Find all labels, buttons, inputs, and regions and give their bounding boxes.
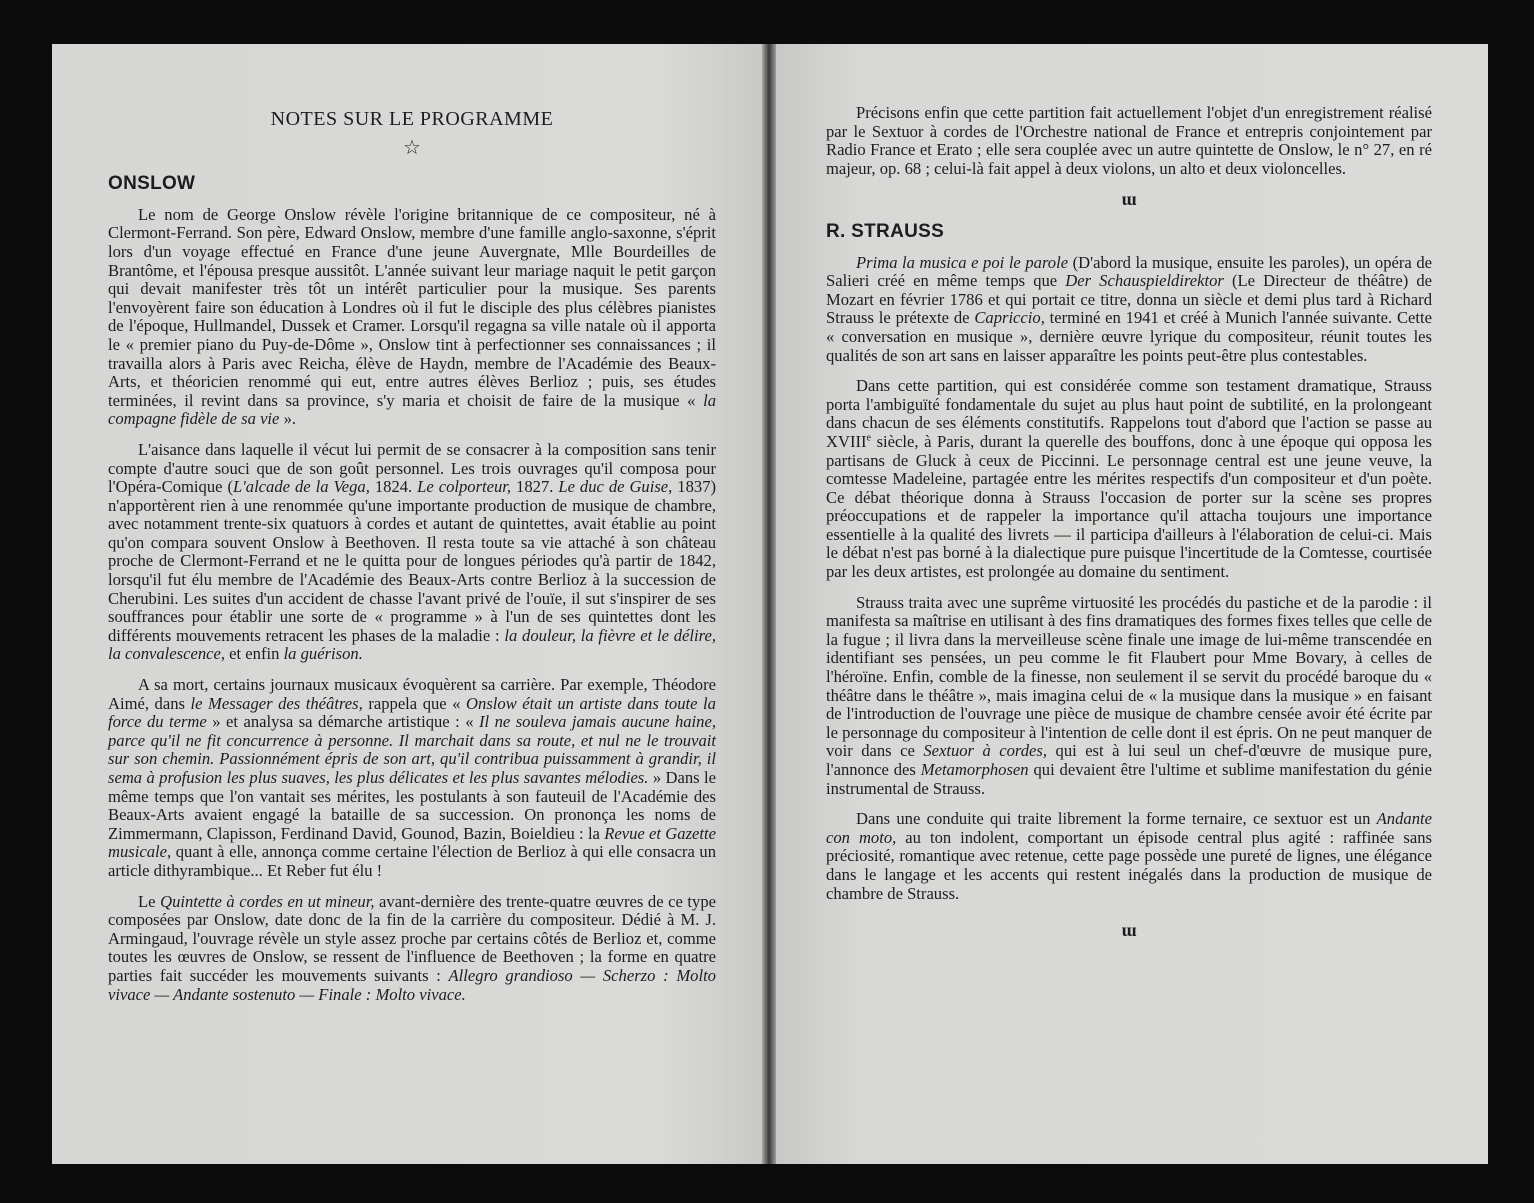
paragraph-strauss-2: Dans cette partition, qui est considérée comme son testament dramatique, Strauss porta l'ambiguïté fondamentale du sujet au plus haut point de subtilité, en la prolongeant dans chacun de ses éléments constitutifs. Rappelons tout d'abord que l'action se passe au XVIIIe siècle, à Paris, durant la querelle des bouffons, donc à une époque qui opposa les partisans de Gluck à ceux de Piccinni. Le personnage central est une jeune veuve, la comtesse Madeleine, partagée entre les mérites respectifs d'un compositeur et d'un poète. Ce débat théorique donna à Strauss l'occasion de porter sur la scène ses propres préoccupations et de rappeler la importance qu'il attacha toujours une importance essentielle à la qualité des livrets — il participa d'ailleurs à l'élaboration de celui-ci. Mais le débat n'est pas borné à la dialectique pure puisque l'incertitude de la Comtesse, courtisée par les deux artistes, est prolongée au domaine du sentiment. — [826, 376, 1432, 582]
left-page — [52, 44, 762, 1164]
section-heading-onslow: ONSLOW — [108, 173, 196, 195]
paragraph-strauss-4: Dans une conduite qui traite librement la forme ternaire, ce sextuor est un Andante con moto, au ton indolent, comportant un épisode central plus agité : raffinée sans préciosité, romantique avec retenue, cette page possède une pureté de lignes, une élégance dans le langage et les accents qui restent inégalés dans la production de musique de chambre de Strauss. — [826, 809, 1432, 903]
section-heading-strauss: R. STRAUSS — [826, 220, 945, 242]
page-title: NOTES SUR LE PROGRAMME — [270, 108, 554, 130]
paragraph-strauss-3: Strauss traita avec une suprême virtuosité les procédés du pastiche et de la parodie : il manifesta sa maîtrise en utilisant à des fins dramatiques des formes fixes telles que celle de la fugue ; il livra dans la merveilleuse scène finale une image de lui-même transcendée en identifiant ses pensées, un peu comme le fit Flaubert pour Mme Bovary, à celles de l'héroïne. Enfin, comble de la finesse, non seulement il se servit du procédé baroque du « théâtre dans le théâtre », mais imagina celui de « la musique dans la musique » en faisant de l'introduction de l'ouvrage une pièce de musique de chambre censée avoir été écrite par le personnage du compositeur à l'intention de celle dont il est épris. On ne peut manquer de voir dans ce Sextuor à cordes, qui est à lui seul un chef-d'œuvre de musique pure, l'annonce des Metamorphosen qui devaient être l'ultime et sublime manifestation du génie instrumental de Strauss. — [826, 592, 1433, 798]
left-column — [108, 44, 716, 1016]
paragraph-onslow-2: L'aisance dans laquelle il vécut lui permit de se consacrer à la composition sans tenir compte d'autre souci que de son goût personnel. Les trois ouvrages qu'il composa pour l'Opéra-Comique (L'alcade de la Vega, 1824. Le colporteur, 1827. Le duc de Guise, 1837) n'apportèrent rien à une renommée qu'une importante production de musique de chambre, avec notamment trente-six quatuors à cordes et autant de quintettes, avait établie au point qu'on compara souvent Onslow à Beethoven. Il resta toute sa vie attaché à son château proche de Clermont-Ferrand et ne le quitta pour de longues périodes qu'à partir de 1842, lorsqu'il fut élu membre de l'Académie des Beaux-Arts contre Berlioz à la succession de Cherubini. Les suites d'un accident de chasse l'avant privé de l'ouïe, il sut s'inspirer de ses souffrances pour établir une sorte de « programme » à l'un de ses quintettes dont les différents mouvements retracent les phases de la maladie : la douleur, la fièvre et le délire, la convalescence, et enfin la guérison. — [108, 439, 717, 664]
star-icon: ☆ — [403, 136, 421, 159]
ornament-icon: ɯ — [1121, 189, 1137, 210]
right-page — [776, 44, 1488, 1164]
book-gutter — [762, 44, 776, 1164]
paragraph-onslow-3: A sa mort, certains journaux musicaux évoquèrent sa carrière. Par exemple, Théodore Aimé, dans le Messager des théâtres, rappela que « Onslow était un artiste dans toute la force du terme » et analysa sa démarche artistique : « Il ne souleva jamais aucune haine, parce qu'il ne fit concurrence à personne. Il marchait dans sa route, et nul ne le trouvait sur son chemin. Passionnément épris de son art, qu'il contribua puissamment à grandir, il sema à profusion les plus suaves, les plus délicates et les plus savantes mélodies. » Dans le même temps que l'on vantait ses mérites, les postulants à son fauteuil de l'Académie des Beaux-Arts avaient engagé la bataille de sa succession. On prononça les noms de Zimmermann, Clapisson, Ferdinand David, Gounod, Bazin, Boieldieu : la Revue et Gazette musicale, quant à elle, annonça comme certaine l'élection de Berlioz à qui elle consacra un article dithyrambique... Et Reber fut élu ! — [108, 675, 716, 880]
paragraph-onslow-4: Le Quintette à cordes en ut mineur, avant-dernière des trente-quatre œuvres de ce type composées par Onslow, date donc de la fin de la carrière du compositeur. Dédié à M. J. Armingaud, l'ouvrage révèle un style assez proche par certains côtés de Berlioz et, comme toutes les œuvres de Onslow, se ressent de l'influence de Beethoven ; la forme en quatre parties fait succéder les mouvements suivants : Allegro grandioso — Scherzo : Molto vivace — Andante sostenuto — Finale : Molto vivace. — [108, 891, 717, 1004]
paragraph-strauss-1: Prima la musica e poi le parole (D'abord la musique, ensuite les paroles), un opéra de Salieri créé en même temps que Der Schauspieldirektor (Le Directeur de théâtre) de Mozart en février 1786 et qui portait ce titre, donna un siècle et demi plus tard à Richard Strauss le prétexte de Capriccio, terminé en 1941 et créé à Munich l'année suivante. Cette « conversation en musique », dernière œuvre lyrique du compositeur, réunit toutes les qualités de son art sans en laisser apparaître les points peut-être plus contestables. — [826, 252, 1433, 365]
paragraph-recording: Précisons enfin que cette partition fait actuellement l'objet d'un enregistrement réalisé par le Sextuor à cordes de l'Orchestre national de France et entrepris conjointement par Radio France et Erato ; elle sera couplée avec un autre quintette de Onslow, le n° 27, en ré majeur, op. 68 ; celui-là fait appel à deux violons, un alto et deux violoncelles. — [826, 103, 1432, 178]
paragraph-onslow-1: Le nom de George Onslow révèle l'origine britannique de ce compositeur, né à Clermont-Ferrand. Son père, Edward Onslow, membre d'une famille anglo-saxonne, s'éprit lors d'un voyage effectué en France d'une jeune Auvergnate, Mlle Bourdeilles de Brantôme, et l'épousa presque aussitôt. L'année suivant leur mariage naquit le petit garçon qui devait manifester très tôt un intérêt particulier pour la musique. Ses parents l'envoyèrent faire son éducation à Londres où il fut le disciple des plus célèbres pianistes de l'époque, Hullmandel, Dussek et Cramer. Lorsqu'il regagna sa ville natale où il apporta le « premier piano du Puy-de-Dôme », Onslow tint à perfectionner ses connaissances ; il travailla alors à Paris avec Reicha, élève de Haydn, membre de l'Académie des Beaux-Arts, et théoricien renommé qui eut, entre autres élèves Berlioz ; puis, ses études terminées, il revint dans sa province, s'y maria et choisit de faire de la musique « la compagne fidèle de sa vie ». — [108, 204, 716, 429]
ornament-icon: ɯ — [1121, 920, 1137, 941]
right-column — [826, 104, 1432, 954]
